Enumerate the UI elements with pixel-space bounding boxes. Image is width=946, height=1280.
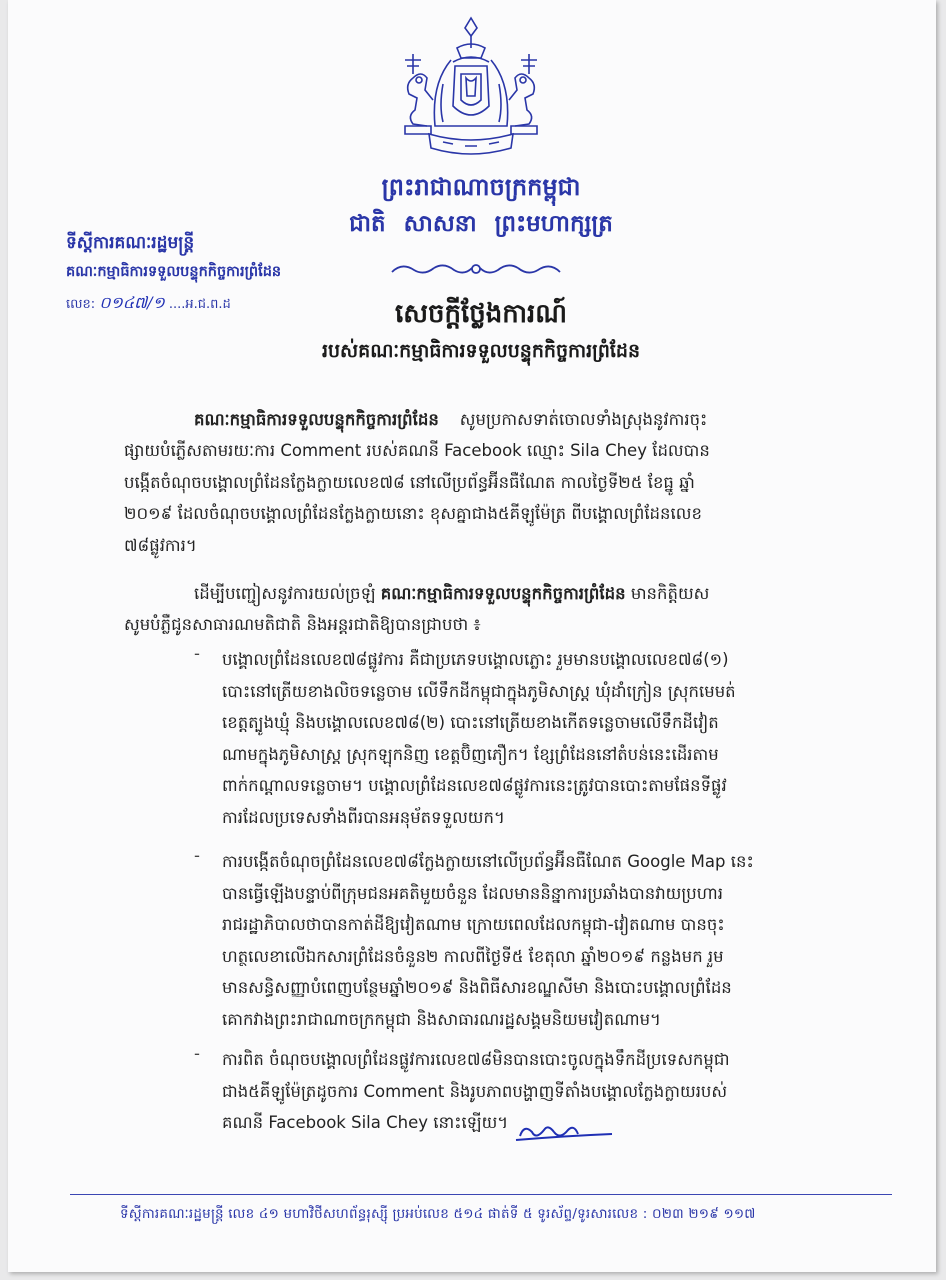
bullet-2-line: មានសន្ធិសញ្ញាបំពេញបន្ថែមឆ្នាំ២០១៩ និងពិធីសារខណ្ឌសីមា និងបោះបង្គោលព្រំដែន	[222, 978, 732, 997]
paragraph-2-first-line	[194, 578, 824, 610]
paragraph-1-subject: គណៈកម្មាធិការទទួលបន្ទុកកិច្ចការព្រំដែន	[194, 410, 439, 429]
bullet-1-line: បោះនៅត្រើយខាងលិចទន្លេចាម លើទឹកដីកម្ពុជាក្នុងភូមិសាស្ត្រ ឃុំដាំក្រៀន ស្រុកមេមត់	[222, 681, 736, 701]
paragraph-1-first-line	[194, 404, 824, 436]
paragraph-2-line-2: សូមបំភ្លឺជូនសាធារណមតិជាតិ និងអន្តរជាតិឱ្យបានជ្រាបថា ៖	[124, 615, 481, 634]
bullet-1-line: ការដែលប្រទេសទាំងពីរបានអនុម័តទទួលយក។	[222, 807, 505, 827]
bullet-1-line: បង្គោលព្រំដែនលេខ៧៨ផ្លូវការ គឺជាប្រភេទបង្គោលភ្លោះ រួមមានបង្គោលលេខ៧៨(១)	[222, 650, 729, 669]
bullet-3-line: ការពិត ចំណុចបង្គោលព្រំដែនផ្លូវការលេខ៧៨មិនបានបោះចូលក្នុងទឹកដីប្រទេសកម្ពុជា	[222, 1050, 730, 1069]
paragraph-2-body	[124, 609, 824, 641]
bullet-2-line: គោកវាងព្រះរាជាណាចក្រកម្ពុជា និងសាធារណរដ្ឋសង្គមនិយមវៀតណាម។	[222, 1009, 661, 1029]
bullet-3-line: គណនី Facebook Sila Chey នោះឡើយ។	[222, 1113, 509, 1132]
kingdom-heading: ព្រះរាជាណាចក្រកម្ពុជា	[381, 173, 581, 201]
issuer-office: ទីស្តីការគណៈរដ្ឋមន្ត្រី	[66, 233, 195, 253]
paragraph-2-subject: គណៈកម្មាធិការទទួលបន្ទុកកិច្ចការព្រំដែន	[380, 584, 626, 603]
issuer-committee: គណៈកម្មាធិការទទួលបន្ទុកកិច្ចការព្រំដែន	[66, 264, 282, 280]
bullet-2-line: រាជរដ្ឋាភិបាលថាបានកាត់ដីឱ្យវៀតណាម ក្រោយពេលដែលកម្ពុជា-វៀតណាម បានចុះ	[222, 915, 725, 934]
reference-suffix: ....អ.ជ.ព.ដ	[168, 297, 231, 312]
decorative-divider-icon	[388, 258, 564, 280]
bullet-2-line: បានធ្វើឡើងបន្ទាប់ពីក្រុមជនអគតិមួយចំនួន ដែលមាននិន្នាការប្រឆាំងបានវាយប្រហារ	[222, 883, 723, 903]
footer-address: ទីស្តីការគណៈរដ្ឋមន្ត្រី លេខ ៤១ មហាវិថីសហព័ន្ធរុស្ស៊ី ប្រអប់លេខ ៥១៤ ផាត់ទី ៥ ទូរស័ព្ទ/ទូរសារលេខ : ០២៣ ២១៩ ១១៧	[120, 1206, 756, 1222]
paragraph-2-tail: មានកិត្តិយស	[630, 584, 710, 603]
bullet-dash: -	[194, 644, 200, 663]
paragraph-2-lead: ដើម្បីបញ្ជៀសនូវការយល់ច្រឡំ	[194, 584, 376, 603]
bullet-1-line: ខេត្តត្បូងឃ្មុំ និងបង្គោលលេខ៧៨(២) បោះនៅត្រើយខាងកើតទន្លេចាមលើទឹកដីវៀត	[222, 713, 719, 732]
reference-prefix: លេខ:	[66, 297, 96, 312]
document-subtitle: របស់គណៈកម្មាធិការទទួលបន្ទុកកិច្ចការព្រំដែន	[321, 340, 641, 362]
bullet-1-line: ពាក់កណ្តាលទន្លេចាម។ បង្គោលព្រំដែនលេខ៧៨ផ្លូវការនេះត្រូវបានបោះតាមផែនទីផ្លូវ	[222, 776, 727, 795]
royal-coat-of-arms-icon	[391, 14, 551, 164]
bullet-item-1	[222, 644, 826, 833]
bullet-2-line: ហត្ថលេខាលើឯកសារព្រំដែនចំនួន២ កាលពីថ្ងៃទី៥ ខែតុលា ឆ្នាំ២០១៩ កន្លងមក រួម	[222, 946, 724, 966]
bullet-item-2	[222, 846, 826, 1035]
bullet-dash: -	[194, 846, 200, 865]
document-page	[8, 0, 936, 1272]
paragraph-1-line-3: បង្កើតចំណុចបង្គោលព្រំដែនក្លែងក្លាយលេខ៧៨ នៅលើប្រព័ន្ធអ៊ីនធឺណែត កាលថ្ងៃទី២៥ ខែធ្នូ ឆ្នាំ	[124, 472, 695, 492]
reference-handwritten: ០១៤៧/១	[99, 293, 165, 312]
national-motto: ជាតិ សាសនា ព្រះមហាក្សត្រ	[349, 211, 613, 237]
bullet-3-line: ជាង៥គីឡូម៉ែត្រដូចការ Comment និងរូបភាពបង្ហាញទីតាំងបង្គោលក្លែងក្លាយរបស់	[222, 1081, 728, 1101]
paragraph-1-line-1: សូមប្រកាសទាត់ចោលទាំងស្រុងនូវការចុះ	[459, 410, 708, 429]
bullet-2-line: ការបង្កើតចំណុចព្រំដែនលេខ៧៨ក្លែងក្លាយនៅលើប្រព័ន្ធអ៊ីនធឺណែត Google Map នេះ	[222, 852, 754, 871]
paragraph-1-line-2: ផ្សាយបំភ្លើសតាមរយៈការ Comment របស់គណនី Facebook ឈ្មោះ Sila Chey ដែលបាន	[124, 441, 710, 460]
paragraph-1-body	[124, 435, 824, 561]
paragraph-1-line-5: ៧៨ផ្លូវការ។	[124, 535, 197, 555]
bullet-dash: -	[194, 1044, 200, 1063]
document-title: សេចក្តីថ្លែងការណ៍	[394, 299, 568, 329]
handwritten-initial	[514, 1118, 614, 1146]
footer-divider	[70, 1194, 892, 1195]
bullet-1-line: ណាមក្នុងភូមិសាស្ត្រ ស្រុកឡុកនិញ ខេត្តប៊ិញភឿក។ ខ្សែព្រំដែននៅតំបន់នេះដើរតាម	[222, 744, 719, 764]
paragraph-1-line-4: ២០១៩ ដែលចំណុចបង្គោលព្រំដែនក្លែងក្លាយនោះ ខុសគ្នាជាង៥គីឡូម៉ែត្រ ពីបង្គោលព្រំដែនលេខ	[124, 504, 702, 524]
